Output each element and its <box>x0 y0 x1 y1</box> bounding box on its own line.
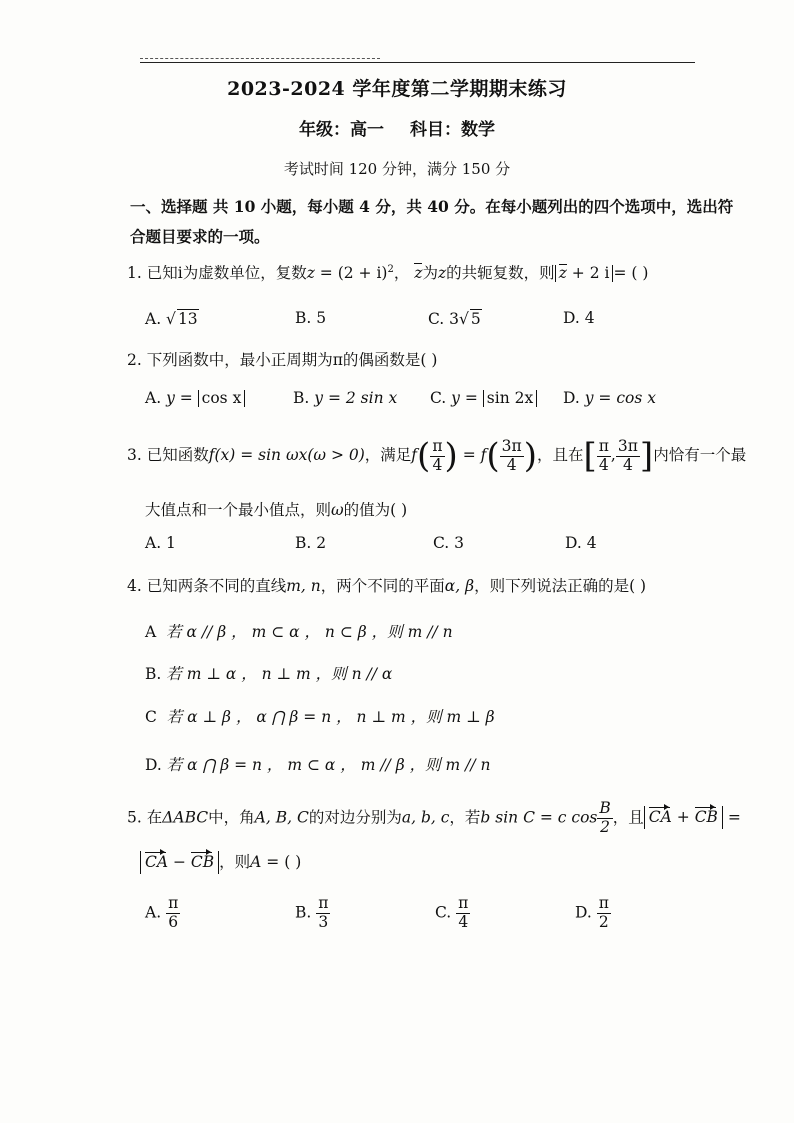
option-c: C. 3√ 5 <box>428 310 481 328</box>
question-1: 1. 已知i为虚数单位，复数$z = (2 + i)^2$， z为z的共轭复数，则 z + 2 i = ( ) <box>127 263 649 282</box>
option-c: C. $\frac{\pi}{4}$ <box>435 894 469 931</box>
subject-label: 科目：数学 <box>409 120 495 140</box>
z-conjugate: z <box>414 264 423 282</box>
option-a: A. y = cos x <box>145 389 245 407</box>
question-4-option-c: C 若 α ⊥ β ， α ⋂ β = n ， n ⊥ m ，则 m ⊥ β <box>145 708 495 726</box>
option-b: B. y = 2 sin x <box>293 389 398 407</box>
page-title: 2023-2024 学年度第二学期期末练习 <box>227 78 567 100</box>
abs-expression: z + 2 i <box>555 265 614 282</box>
option-b: B. $\frac{\pi}{3}$ <box>295 894 329 931</box>
section-heading: 一、选择题 共 10 小题，每小题 4 分，共 40 分。在每小题列出的四个选项中，选出符合题目要求的一项。 <box>130 197 734 246</box>
question-2: 2. 下列函数中，最小正周期为π的偶函数是( ) <box>127 351 438 369</box>
question-4-option-d: D. 若 α ⋂ β = n ， m ⊂ α ， m // β ，则 m // n <box>145 756 491 774</box>
exam-time-info: 考试时间 120 分钟，满分 150 分 <box>283 160 511 178</box>
option-a: A. √ 13 <box>145 310 198 328</box>
option-c: C. y = sin 2x <box>430 389 537 407</box>
option-b: B. 2 <box>295 534 327 552</box>
option-d: D. 4 <box>563 309 595 327</box>
option-d: D. y = cos x <box>563 389 656 407</box>
grade-subject-line <box>0 115 794 140</box>
question-4-option-a: A 若 α // β ， m ⊂ α ， n ⊂ β ，则 m // n <box>145 623 453 641</box>
vector-sum-abs: CA + CB <box>644 806 723 829</box>
question-4: 4. 已知两条不同的直线m, n，两个不同的平面α, β，则下列说法正确的是( ) <box>127 577 647 595</box>
question-3: 3. 已知函数f(x) = sin ωx(ω > 0)，满足f( $\frac{\pi}{4}$ ) = f( $\frac{3\pi}{4}$ )，且在[ $\frac{\pi}{4}$ , $\frac{3\pi}{4}$ ]内恰有一个最 <box>127 436 747 476</box>
option-d: D. 4 <box>565 534 597 552</box>
question-5: 5. 在ΔABC中，角A, B, C的对边分别为a, b, c，若b sin C = c cos $\frac{B}{2}$ ，且 CA + CB = <box>127 799 741 836</box>
option-c: C. 3 <box>433 534 465 552</box>
question-3-line2: 大值点和一个最小值点，则ω的值为( ) <box>145 501 408 519</box>
question-4-option-b: B. 若 m ⊥ α ， n ⊥ m ，则 n // α <box>145 665 393 683</box>
vector-diff-abs: CA − CB <box>140 851 219 874</box>
option-d: D. $\frac{\pi}{2}$ <box>575 894 609 931</box>
grade-label: 年级：高一 <box>299 120 385 140</box>
header-rule-dashed <box>140 58 380 59</box>
option-a: A. $\frac{\pi}{6}$ <box>145 894 179 931</box>
header-rule <box>140 62 695 63</box>
option-b: B. 5 <box>295 309 327 327</box>
question-5-line2: CA − CB ，则A = ( ) <box>140 850 301 874</box>
option-a: A. 1 <box>145 534 176 552</box>
